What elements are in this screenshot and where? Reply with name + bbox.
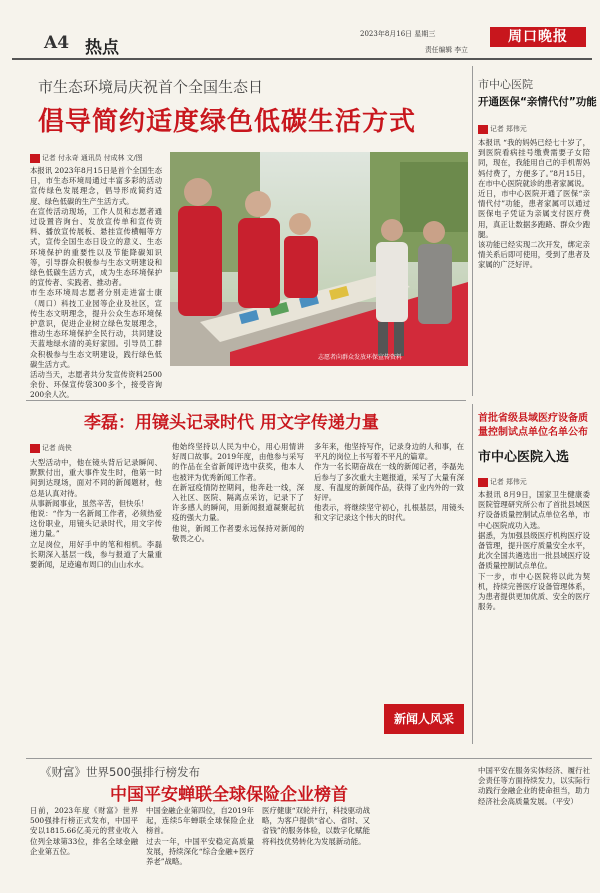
- newspaper-logo: 周口晚报: [490, 27, 586, 47]
- sidebar2-divider: [472, 404, 473, 744]
- story1-body: 本报讯 2023年8月15日是首个全国生态日，市生态环境局通过丰富多彩的活动宣传绿色发展理念，倡导形成简约适度、绿色低碳的生产生活方式。 在宣传活动现场，工作人员和志愿者通过设置咨询台、发放宣传单和宣传资料、播放宣传展板、悬挂宣传横幅等方式，宣传全国生态日设立的意义、生态环境保护的重要性以及节能降碳知识等，引导群众积极参与生态文明建设和绿色低碳生活方式，成为生态环境保护的宣传者、实践者、推动者。 市生态环境局志愿者分别走进富士康（周口）科技工业园等企业及社区，宣传生态文明理念，提升公众生态环境保护意识，促进企业树立绿色发展理念，推动生态环境保护全民行动，共同建设天蓝地绿水清的美好家园。引导员工群众积极参与生态文明建设，践行绿色低碳生活方式。 活动当天，志愿者共分发宣传资料2500余份、环保宣传袋300多个，接受咨询200余人次。: [30, 166, 162, 400]
- sidebar2-kicker: 首批省级县域医疗设备质量控制试点单位名单公布: [478, 413, 588, 438]
- byline-marker-icon: [478, 125, 488, 134]
- sidebar1-byline-text: 记者 郑伟元: [490, 125, 527, 133]
- story2-headline: 李磊：用镜头记录时代 用文字传递力量: [84, 413, 379, 433]
- sidebar1-byline: [478, 123, 590, 134]
- sidebar-divider: [472, 66, 473, 396]
- column-stamp: 新闻人风采: [384, 704, 464, 734]
- story2-body-col3: 多年来，他坚持写作，记录身边的人和事，在平凡的岗位上书写着不平凡的篇章。 作为一名长期奋战在一线的新闻记者，李磊先后参与了多次重大主题报道，采写了大量有深度、有温度的新闻作品，获得了业内外的一致好评。 他表示，将继续坚守初心，扎根基层，用镜头和文字记录这个伟大的时代。: [314, 442, 464, 523]
- page-number: A4: [44, 33, 70, 53]
- story3-headline: 中国平安蝉联全球保险企业榜首: [110, 785, 348, 805]
- sidebar1-kicker: 市中心医院: [478, 78, 533, 91]
- story3-rule: [26, 758, 592, 759]
- story2-byline: [30, 442, 72, 453]
- sidebar1-body: 本报讯 “我的妈妈已经七十岁了，到医院看病挂号缴费需要子女陪同，现在，我能用自己的手机帮妈妈付费了，方便多了。”8月15日，在市中心医院就诊的患者家属说。 近日，市中心医院开通了医保“亲情代付”功能，患者家属可以通过医保电子凭证为亲属支付医疗费用，真正让数据多跑路、群众少跑腿。 该功能已经实现二次开发，绑定亲情关系后即可使用，受到了患者及家属的广泛好评。: [478, 138, 590, 270]
- story1-headline: 倡导简约适度绿色低碳生活方式: [38, 107, 417, 137]
- byline-marker-icon: [30, 444, 40, 453]
- story1-byline-text: 记者 付永奇 通讯员 付成林 文/图: [42, 154, 143, 162]
- story2-body-col1: 大型活动中，他在镜头背后记录瞬间、默默付出，重大事件发生时，他第一时间到达现场，面对不同的新闻题材，他总是认真对待。 从事新闻事业，虽然辛苦，但快乐！ 他说：“作为一名新闻工作者，必须热爱这份职业，用镜头记录时代，用文字传递力量。” 立足岗位，用好手中的笔和相机。李磊长期深入基层一线，参与报道了大量重要新闻，足迹遍布周口的山山水水。: [30, 458, 162, 570]
- sidebar2-body: 本报讯 8月9日，国家卫生健康委医院管理研究所公布了首批县域医疗设备质量控制试点单位名单，市中心医院成功入选。 据悉，为加强县级医疗机构医疗设备管理，提升医疗质量安全水平，此次全国共遴选出一批县域医疗设备质量控制试点单位。 下一步，市中心医院将以此为契机，持续完善医疗设备管理体系，为患者提供更加优质、安全的医疗服务。: [478, 490, 590, 612]
- issue-date: 2023年8月16日 星期三: [360, 30, 436, 38]
- responsible-editor: 责任编辑 李立: [425, 46, 468, 54]
- photo-caption: 志愿者向群众发放环保宣传资料: [318, 354, 403, 361]
- byline-marker-icon: [478, 478, 488, 487]
- header-rule: [12, 58, 592, 60]
- story2-body-col2: 他始终坚持以人民为中心，用心用情讲好周口故事。2019年度，由他参与采写的作品在全省新闻评选中获奖，他本人也被评为优秀新闻工作者。 在新冠疫情防控期间，他奔赴一线，深入社区、医院、隔离点采访，记录下了许多感人的瞬间，用新闻报道凝聚起抗疫的强大力量。 他说，新闻工作者要永远保持对新闻的敬畏之心。: [172, 442, 304, 543]
- sidebar2-headline: 市中心医院入选: [478, 450, 570, 465]
- story3-body-col3: 医疗健康“双轮并行，科技驱动战略，为客户提供“省心、省时、又省钱”的服务体验，以数字化赋能将科技优势转化为发展新动能。: [262, 806, 370, 846]
- story1-kicker: 市生态环境局庆祝首个全国生态日: [38, 78, 264, 96]
- byline-marker-icon: [30, 154, 40, 163]
- story3-body-col4: 中国平安在服务实体经济、履行社会责任等方面持续发力，以实际行动践行金融企业的使命担当，助力经济社会高质量发展。（平安）: [478, 766, 590, 806]
- story3-kicker: 《财富》世界500强排行榜发布: [40, 765, 200, 779]
- sidebar1-headline: 开通医保“亲情代付”功能: [478, 96, 597, 108]
- story3-body-col2: 中国金融企业第四位，自2019年起，连续5年蝉联全球保险企业榜首。 过去一年，中国平安稳定高质量发展，持续深化“综合金融+医疗养老”战略。: [146, 806, 254, 867]
- sidebar2-byline-text: 记者 郑伟元: [490, 478, 527, 486]
- story1-photo: [170, 152, 468, 366]
- story2-rule: [26, 400, 466, 401]
- sidebar2-byline: [478, 476, 590, 487]
- story1-byline: [30, 152, 143, 163]
- story3-body-col1: 日前，2023年度《财富》世界500强排行榜正式发布，中国平安以1815.66亿美元的营业收入位列全球第33位，排名全球金融企业第五位。: [30, 806, 138, 856]
- section-title: 热点: [85, 38, 119, 58]
- story2-byline-text: 记者 尚侠: [42, 444, 72, 452]
